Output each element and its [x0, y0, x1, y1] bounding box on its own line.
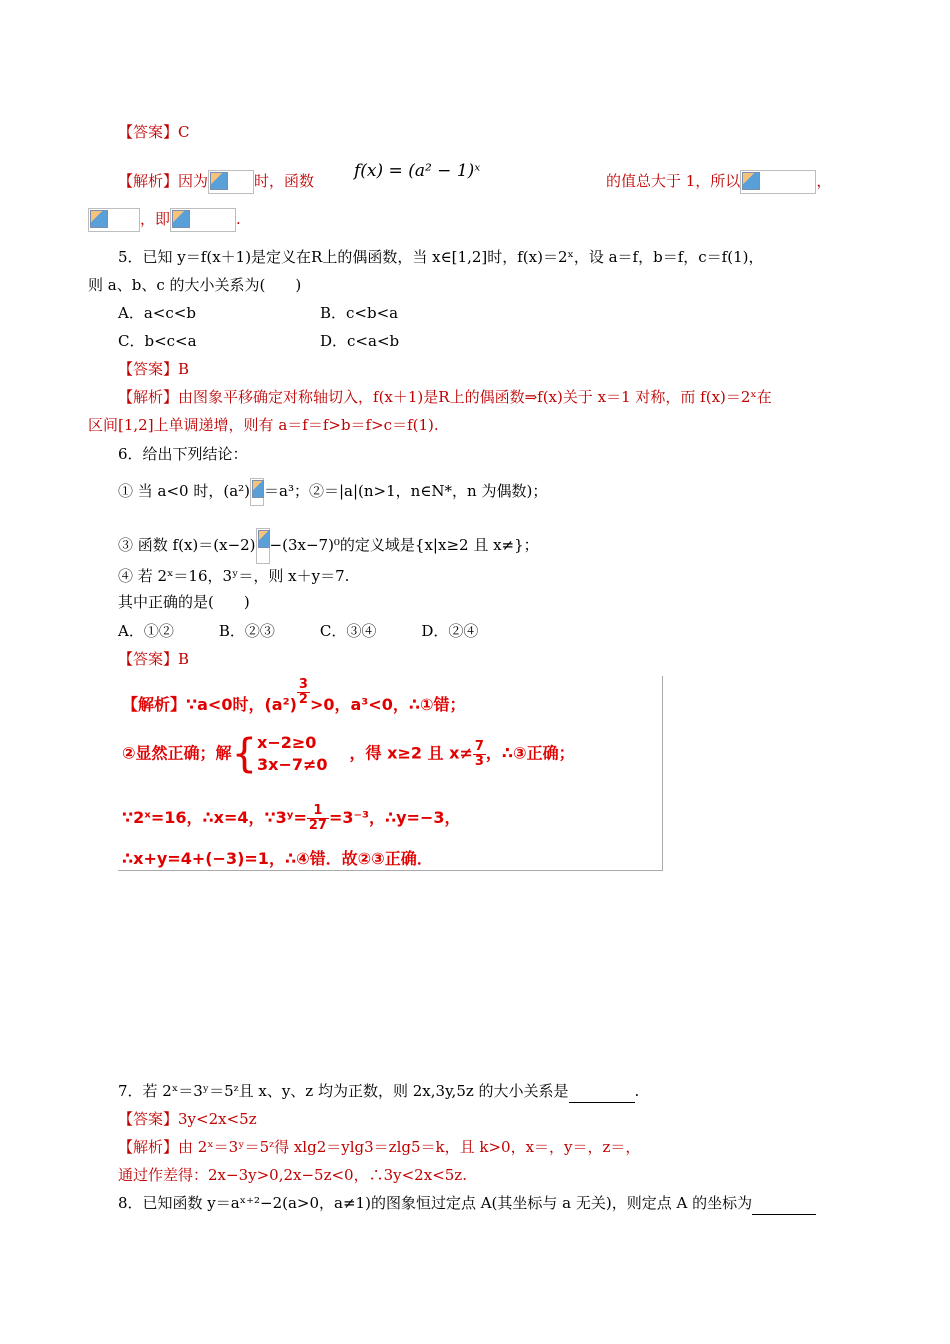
exponent-fraction	[297, 678, 310, 707]
answer-blank	[569, 1080, 635, 1103]
image-placeholder-icon	[88, 208, 140, 232]
q7-stem	[118, 1080, 639, 1103]
statement-text: ① 当 a<0 时，(a²)	[118, 482, 251, 500]
q7-analysis-2: 通过作差得：2x−3y>0,2x−5z<0，∴3y<2x<5z.	[118, 1166, 467, 1184]
analysis-text: ，即	[140, 210, 171, 228]
boxed-text: ②显然正确；解	[122, 743, 232, 763]
fraction	[473, 740, 486, 769]
q5-analysis-2: 区间[1,2]上单调递增，则有 a＝f＝f>b＝f>c＝f(1).	[88, 416, 439, 434]
image-placeholder-icon	[208, 170, 254, 194]
analysis-text: 由 2ˣ＝3ʸ＝5ᶻ得 xlg2＝ylg3＝zlg5＝k，且 k>0，x＝，y＝，z＝，	[178, 1138, 641, 1156]
analysis-text: ，	[816, 172, 832, 190]
q4-answer	[118, 121, 190, 143]
frac-den: 2	[298, 692, 308, 707]
stem-text: 7．若 2ˣ＝3ʸ＝5ᶻ且 x、y、z 均为正数，则 2x,3y,5z 的大小关系是	[118, 1082, 569, 1100]
statement-text: ③ 函数 f(x)＝(x−2)	[118, 536, 256, 554]
analysis-text: .	[236, 210, 241, 228]
boxed-text: >0，a³<0，∴①错；	[309, 695, 466, 714]
q5-option-c: C．b<c<a	[118, 332, 197, 350]
answer-blank	[752, 1192, 816, 1215]
frac-den: 27	[308, 818, 327, 833]
analysis-tag: 【解析】	[118, 388, 179, 406]
q4-formula: f(x) = (a² − 1)ˣ	[354, 161, 481, 181]
q7-answer	[118, 1108, 257, 1130]
boxed-line-3	[122, 804, 461, 833]
answer-tag: 【答案】	[118, 360, 179, 378]
q4-analysis-cont	[606, 170, 831, 194]
q5-option-d: D．c<a<b	[320, 332, 400, 350]
frac-num: 1	[307, 804, 329, 819]
boxed-text: 【解析】∵a<0时，(a²)	[122, 695, 297, 714]
q6-stem: 6．给出下列结论：	[118, 445, 248, 463]
analysis-text: 由图象平移确定对称轴切入，f(x＋1)是R上的偶函数⇒f(x)关于 x＝1 对称，而 f(x)＝2ˣ在	[178, 388, 772, 406]
boxed-line-2	[122, 732, 575, 776]
boxed-text: ，得 x≥2 且 x≠	[349, 743, 473, 763]
q6-conclusion-3	[118, 528, 539, 564]
q5-answer	[118, 358, 189, 380]
q6-ask: 其中正确的是( )	[118, 593, 250, 611]
fraction	[307, 804, 329, 833]
analysis-text: 因为	[178, 172, 209, 190]
analysis-text: 时，函数	[254, 172, 315, 190]
answer-value: B	[178, 650, 190, 668]
q7-analysis-1	[118, 1136, 640, 1158]
image-placeholder-icon	[740, 170, 816, 194]
answer-value: B	[178, 360, 190, 378]
boxed-text: =3⁻³，∴y=−3，	[328, 808, 461, 827]
q4-analysis	[118, 170, 314, 194]
image-placeholder-icon	[250, 478, 264, 506]
image-placeholder-icon	[256, 528, 270, 564]
system-row: x−2≥0	[257, 733, 317, 752]
q5-stem-2: 则 a、b、c 的大小关系为( )	[88, 276, 302, 294]
boxed-text: ，∴③正确；	[485, 743, 575, 763]
q5-option-b: B．c<b<a	[320, 304, 399, 322]
stem-text: 8．已知函数 y＝aˣ⁺²−2(a>0，a≠1)的图象恒过定点 A(其坐标与 a 无关)，则定点 A 的坐标为	[118, 1194, 753, 1212]
answer-tag: 【答案】	[118, 1110, 179, 1128]
analysis-tag: 【解析】	[118, 1138, 179, 1156]
frac-num: 7	[474, 738, 484, 754]
answer-value: 3y<2x<5z	[178, 1110, 257, 1128]
q6-conclusion-1	[118, 478, 547, 506]
answer-value: C	[178, 123, 190, 141]
q6-conclusion-4: ④ 若 2ˣ＝16，3ʸ＝，则 x＋y＝7.	[118, 567, 350, 585]
q6-options: A．①② B．②③ C．③④ D．②④	[118, 622, 479, 640]
analysis-text: 的值总大于 1，所以	[606, 172, 741, 190]
boxed-text: ∵2ˣ=16，∴x=4，∵3ʸ=	[122, 808, 307, 827]
q5-option-a: A．a<c<b	[118, 304, 196, 322]
q6-analysis-image	[118, 676, 663, 871]
q8-stem	[118, 1192, 816, 1215]
answer-tag: 【答案】	[118, 123, 179, 141]
statement-text: ＝a³；②＝|a|(n>1，n∈N*，n 为偶数)；	[264, 482, 548, 500]
analysis-tag: 【解析】	[118, 172, 179, 190]
boxed-line-4: ∴x+y=4+(−3)=1，∴④错．故②③正确．	[122, 849, 433, 868]
boxed-line-1	[122, 677, 466, 715]
q5-stem-1: 5．已知 y＝f(x＋1)是定义在R上的偶函数，当 x∈[1,2]时，f(x)＝2ˣ，设 a＝f，b＝f，c＝f(1)，	[118, 248, 764, 266]
stem-text: .	[634, 1082, 640, 1100]
answer-tag: 【答案】	[118, 650, 179, 668]
q6-answer	[118, 648, 189, 670]
frac-den: 3	[474, 753, 484, 769]
q4-analysis-line2	[88, 208, 241, 232]
inequality-system	[257, 732, 328, 776]
frac-num: 3	[298, 677, 308, 692]
image-placeholder-icon	[170, 208, 236, 232]
brace-symbol: {	[231, 731, 258, 777]
statement-text: −(3x−7)⁰的定义域是{x|x≥2 且 x≠}；	[269, 536, 539, 554]
q5-analysis-1	[118, 386, 772, 408]
system-row: 3x−7≠0	[257, 755, 328, 774]
